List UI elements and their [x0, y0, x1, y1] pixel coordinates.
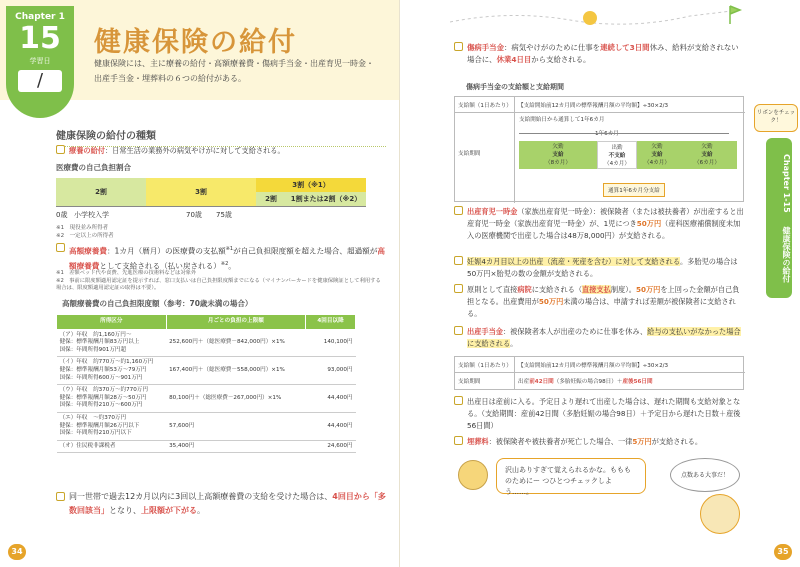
item-shussan-ichiji: 出産育児一時金（家族出産育児一時金）：被保険者（または被扶養者）が出産すると出産育児一時金（家族出産育児一時金）が、1児につき50万円（産科医療補償制度未加入の医療機関で出産した場合は48万8,000円）が支給される。	[454, 206, 744, 241]
intro-text: 健康保険には、主に療養の給付・高額療養費・傷病手当金・出産育児一時金・出産手当金・埋葬料の６つの給付がある。	[94, 59, 374, 83]
right-page	[400, 0, 800, 567]
chapter-number: 15	[19, 21, 61, 56]
table-row: （ウ）年収 約370万～約770万円 健保：標準報酬月額28万～50万円 国保：年間所得210万～600万円 80,100円＋（総医療費－267,000円）×1% 44,400円	[57, 385, 356, 413]
chapter-badge	[6, 6, 74, 118]
timeline-seg: 欠勤 支給 （8カ月）	[519, 141, 597, 169]
timeline-seg: 欠勤 支給 （4カ月）	[637, 141, 677, 169]
age-axis	[56, 206, 366, 207]
table-row: （ア）年収 約1,160万円～ 健保：標準報酬月額83万円以上 国保：年間所得901万円超 252,600円＋（総医療費－842,000円）×1% 140,100円	[57, 329, 356, 357]
kougaku-table	[56, 314, 356, 453]
checkbox[interactable]	[454, 436, 463, 445]
age-0: 0歳	[56, 211, 68, 219]
table-row: （エ）年収 ～約370万円 健保：標準報酬月額26万円以下 国保：年間所得210万円以下 57,600円 44,400円	[57, 412, 356, 440]
mascot-icon	[458, 460, 488, 490]
period-arrow	[519, 133, 729, 134]
age-school: 小学校入学	[74, 211, 109, 219]
checkbox[interactable]	[454, 206, 463, 215]
checkbox[interactable]	[56, 145, 65, 154]
amount-label: 支給額（1日あたり）	[455, 97, 515, 113]
timeline-seg: 出勤 不支給 （4カ月）	[597, 141, 637, 169]
study-date-box[interactable]: /	[18, 70, 62, 92]
item-tasuukai: 同一世帯で過去12カ月以内に3回以上高額療養費の支給を受けた場合は、4回目から「多数回該当」となり、上限額が下がる。	[56, 490, 386, 518]
checkbox[interactable]	[56, 243, 65, 252]
shoubyou-table	[454, 96, 744, 202]
chapter-label: Chapter 1	[15, 12, 65, 22]
item-maisou: 埋葬料：被保険者や被扶養者が死亡した場合、一律5万円が支給される。	[454, 436, 744, 448]
copay-cell-3wari: 3割	[146, 178, 256, 206]
decorative-path	[450, 4, 750, 32]
checkbox[interactable]	[454, 42, 463, 51]
character-icon	[583, 11, 597, 25]
amount-value: 【支給開始前12カ月間の標準報酬月額の平均額】÷30×2/3	[515, 97, 745, 113]
copay-notes: ※1 現役並み所得者 ※2 一定以上の所得者	[56, 225, 114, 239]
age-75: 75歳	[216, 211, 232, 219]
item-chokusetsu: 原則として直接病院に支給される（直接支払制度）。50万円を上回った金額が自己負担となる。出産費用が50万円未満の場合は、申請すれば差額が被保険者に支給される。	[454, 284, 744, 319]
page-title: 健康保険の給付	[94, 27, 297, 58]
timeline-seg: 欠勤 支給 （6カ月）	[677, 141, 737, 169]
table-header: 所得区分	[57, 315, 167, 330]
timeline	[519, 141, 737, 169]
period-label: 支給期間	[455, 113, 515, 203]
item-kougaku: 高額療養費：1カ月（暦月）の医療費の支払額$^{※1}$が自己負担限度額を超えた場合、超過額が高額療養費として支給される（払い戻される）$^{※2}$。	[56, 243, 386, 272]
age-70: 70歳	[186, 211, 202, 219]
copay-cell-3wari-note: 3割（※1）	[256, 178, 366, 192]
section-title: 健康保険の給付の種類	[56, 124, 386, 147]
table-header: 4回目以降	[306, 315, 356, 330]
item-shussanbi: 出産日は産前に入る。予定日より遅れて出産した場合は、遅れた期間も支給対象となる。（支給期間：産前42日間（多胎妊娠の場合98日）＋予定日から遅れた日数＋産後56日間）	[454, 396, 744, 431]
table-title: 高額療養費の自己負担限度額（参考：70歳未満の場合）	[62, 299, 253, 308]
copay-title: 医療費の自己負担割合	[56, 163, 131, 172]
item-shoubyou: 傷病手当金：病気やけがのために仕事を連続して3日間休み、給料が支給されない場合に、休業4日目から支給される。	[454, 42, 744, 66]
copay-cell-2wari: 2割	[56, 178, 146, 206]
character-icon	[700, 494, 740, 534]
teate-table: 支給額（1日あたり） 【支給開始前12カ月間の標準報酬月額の平均額】÷30×2/3 支給期間 出産前42日間（多胎妊娠の場合98日）＋産後56日間	[454, 356, 744, 390]
item-ryoyo: 療養の給付：日常生活の業務外の病気やけがに対して支給される。	[56, 145, 386, 157]
total-badge: 通算1年6カ月分支給	[603, 183, 665, 197]
cheer-bubble: 点数ある大事だ！	[670, 458, 740, 492]
table-row: （イ）年収 約770万～約1,160万円 健保：標準報酬月額53万～79万円 国保：年間所得600万～901万円 167,400円＋（総医療費－558,000円）×1% 93,000円	[57, 357, 356, 385]
checkbox[interactable]	[454, 396, 463, 405]
kougaku-notes: ※1 差額ベッド代や食費、先進医療の技術料などは対象外 ※2 事前に限度額適用認定証を提示すれば、窓口支払いは自己負担限度額までになる（マイナンバーカードを健康保険証として利用する場合は、限度額適用認定証の取得は不要）。	[56, 270, 381, 292]
table-row: （オ）住民税非課税者 35,400円 24,600円	[57, 440, 356, 453]
chapter-tab[interactable]: Chapter 1-15 健康保険の給付	[766, 138, 792, 298]
ribbon-tag: リボンをチェック！	[754, 104, 798, 132]
page-number: 35	[774, 544, 792, 560]
item-ninshin: 妊娠4カ月目以上の出産（流産・死産を含む）に対して支給される。多胎児の場合は50万円×胎児の数の金額が支給される。	[454, 256, 744, 280]
copay-cell-75: 1割または2割（※2）	[286, 192, 366, 206]
item-shussan-teate: 出産手当金：被保険者本人が出産のために仕事を休み、給与の支払いがなかった場合に支給される。	[454, 326, 744, 350]
shoubyou-subtitle: 傷病手当金の支給額と支給期間	[466, 83, 564, 91]
flag-icon	[730, 6, 740, 24]
page-number: 34	[8, 544, 26, 560]
period-span: 1年6カ月	[595, 131, 619, 137]
copay-cell-70: 2割	[256, 192, 286, 206]
period-start: 支給開始日から通算して1年6カ月	[519, 117, 605, 123]
copay-diagram	[56, 178, 366, 230]
checkbox[interactable]	[454, 284, 463, 293]
checkbox[interactable]	[56, 492, 65, 501]
speech-bubble: 沢山ありすぎて覚えられるかな。ももものためにー つひとつチェックしよう……。	[496, 458, 646, 494]
checkbox[interactable]	[454, 256, 463, 265]
study-date-label: 学習日	[29, 57, 51, 65]
table-header: 月ごとの負担の上限額	[166, 315, 305, 330]
checkbox[interactable]	[454, 326, 463, 335]
